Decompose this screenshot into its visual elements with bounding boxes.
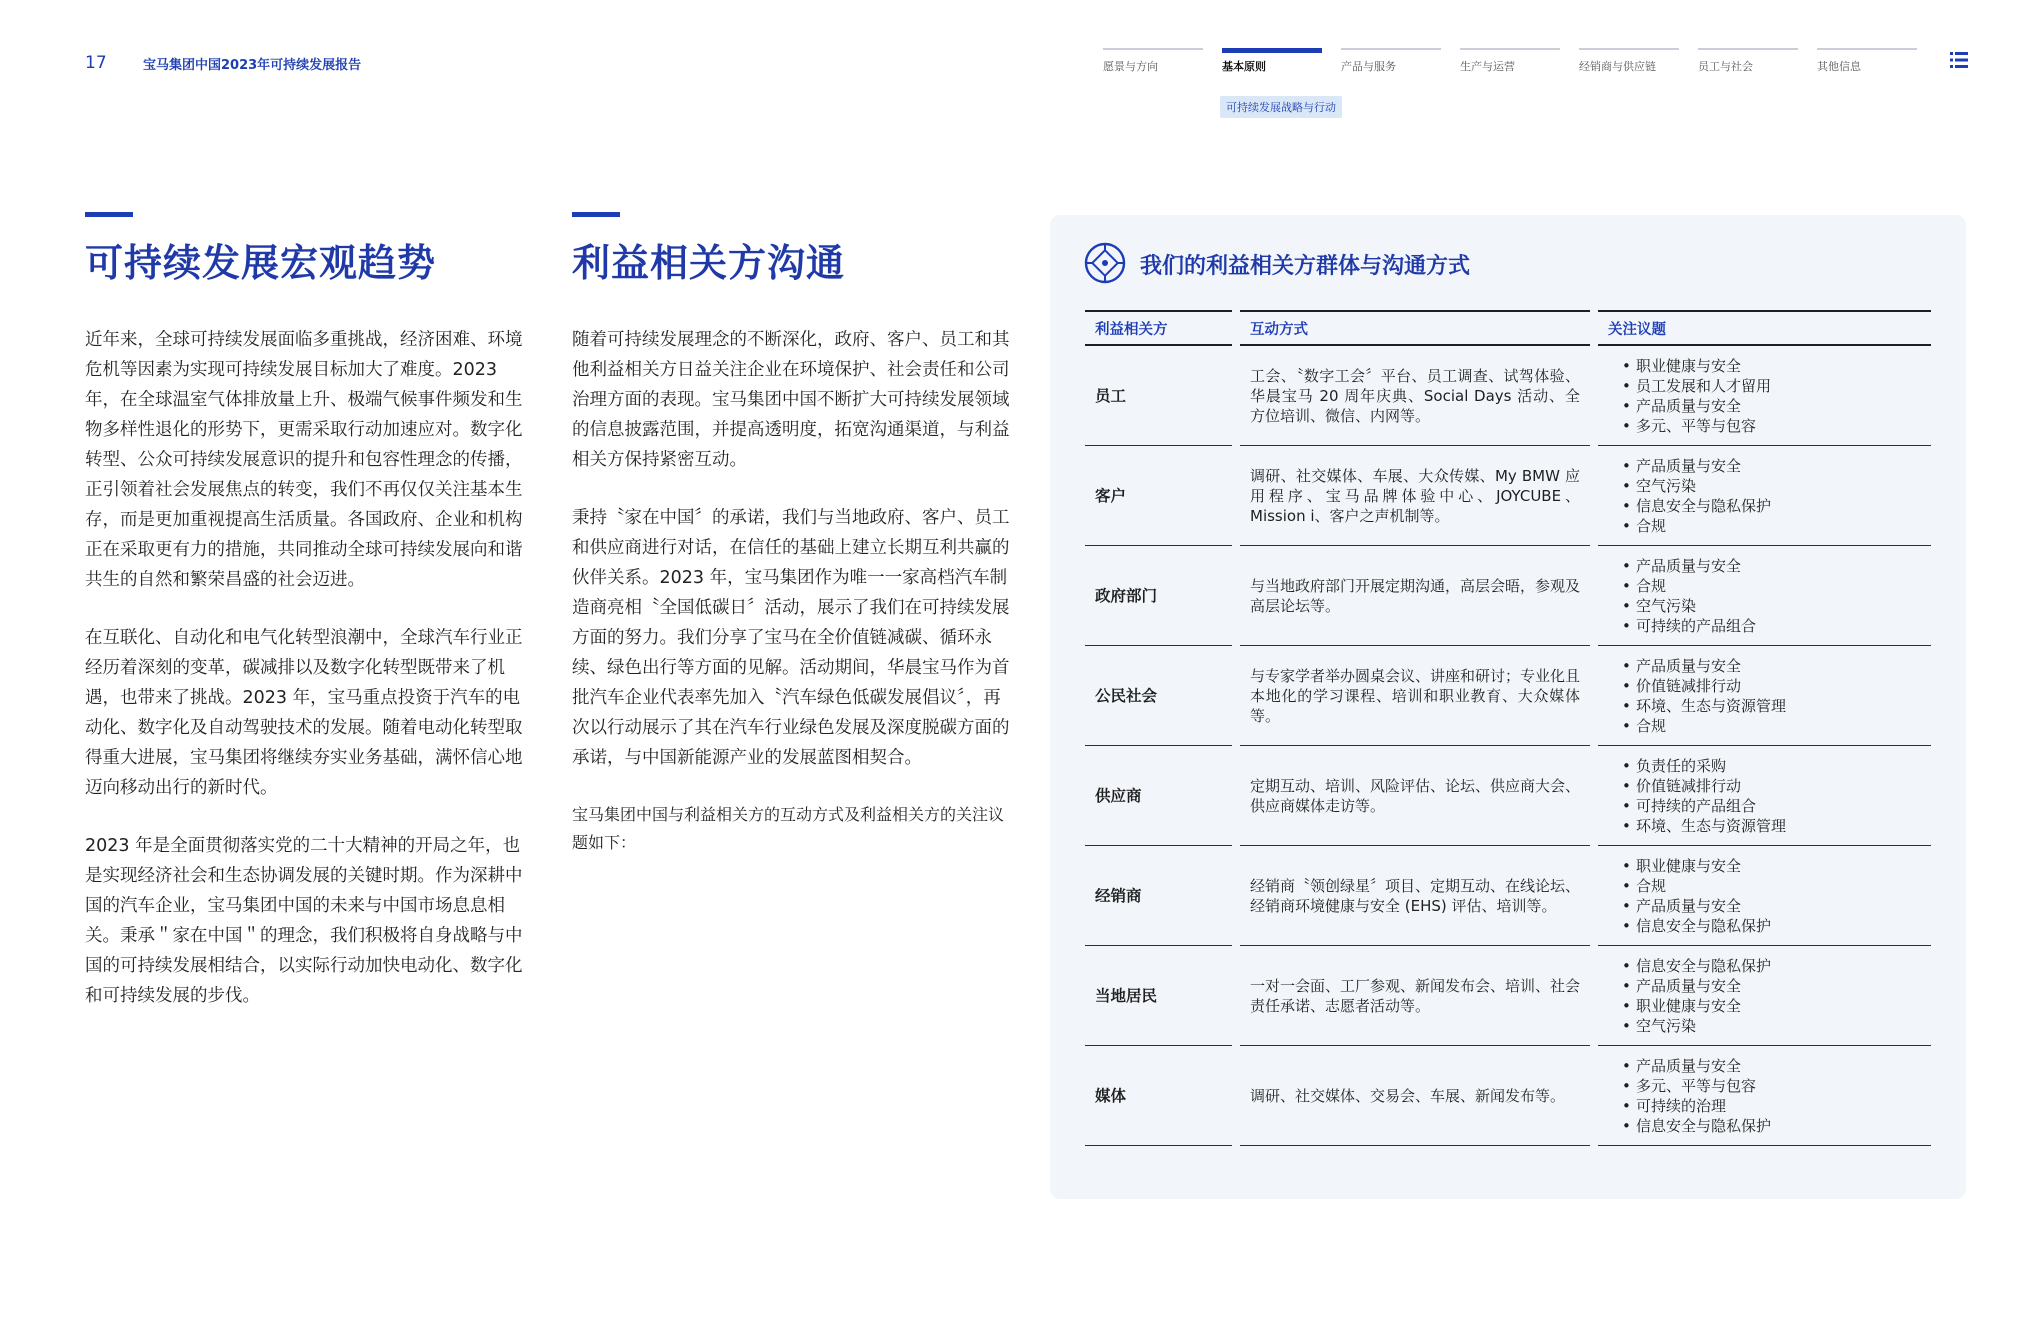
topic-item: • 合规 (1622, 876, 1921, 896)
interaction-methods: 与当地政府部门开展定期沟通，高层会晤，参观及高层论坛等。 (1236, 546, 1594, 646)
topic-item: • 产品质量与安全 (1622, 896, 1921, 916)
topic-item: • 可持续的产品组合 (1622, 796, 1921, 816)
topic-item: • 环境、生态与资源管理 (1622, 816, 1921, 836)
topic-item: • 职业健康与安全 (1622, 856, 1921, 876)
focus-topics (1594, 1046, 1931, 1146)
heading-accent-bar (572, 212, 620, 217)
table-row (1085, 646, 1931, 746)
topic-item: • 价值链减排行动 (1622, 676, 1921, 696)
topic-item: • 产品质量与安全 (1622, 976, 1921, 996)
nav-tab-principles[interactable]: 基本原则 (1222, 48, 1322, 74)
stakeholder-table (1085, 310, 1931, 1146)
heading-accent-bar (85, 212, 133, 217)
paragraph: 近年来，全球可持续发展面临多重挑战，经济困难、环境危机等因素为实现可持续发展目标加大了难度。2023 年，在全球温室气体排放量上升、极端气候事件频发和生物多样性退化的形势下，更需采取行动加速应对。数字化转型、公众可持续发展意识的提升和包容性理念的传播，正引领着社会发展焦点的转变，我们不再仅仅关注基本生存，而是更加重视提高生活质量。各国政府、企业和机构正在采取更有力的措施，共同推动全球可持续发展向和谐共生的自然和繁荣昌盛的社会迈进。 (85, 330, 523, 590)
focus-topics (1594, 345, 1931, 446)
table-header-row (1085, 311, 1931, 345)
macro-trends-body (85, 325, 525, 1039)
compass-crosshair-icon (1082, 240, 1128, 286)
page-number: 17 (85, 53, 107, 73)
topic-item: • 合规 (1622, 716, 1921, 736)
topic-item: • 空气污染 (1622, 476, 1921, 496)
table-row (1085, 846, 1931, 946)
stakeholder-communication-body (572, 325, 1012, 885)
table-row (1085, 1046, 1931, 1146)
focus-topics (1594, 746, 1931, 846)
paragraph: 秉持〝家在中国〞的承诺，我们与当地政府、客户、员工和供应商进行对话，在信任的基础上建立长期互利共赢的伙伴关系。2023 年，宝马集团作为唯一一家高档汽车制造商亮相〝全国低碳日〞活动，展示了我们在可持续发展方面的努力。我们分享了宝马在全价值链减碳、循环永续、绿色出行等方面的见解。活动期间，华晨宝马作为首批汽车企业代表率先加入〝汽车绿色低碳发展倡议〞，再次以行动展示了其在汽车行业绿色发展及深度脱碳方面的承诺，与中国新能源产业的发展蓝图相契合。 (572, 508, 1010, 768)
topic-item: • 负责任的采购 (1622, 756, 1921, 776)
interaction-methods: 工会、〝数字工会〞平台、员工调查、试驾体验、华晨宝马 20 周年庆典、Social Days 活动、全方位培训、微信、内网等。 (1236, 345, 1594, 446)
topic-item: • 合规 (1622, 516, 1921, 536)
topic-item: • 产品质量与安全 (1622, 1056, 1921, 1076)
panel-title: 我们的利益相关方群体与沟通方式 (1140, 254, 1471, 279)
stakeholder-group: 当地居民 (1085, 946, 1236, 1046)
stakeholder-group: 经销商 (1085, 846, 1236, 946)
nav-tab-employees[interactable]: 员工与社会 (1698, 48, 1798, 74)
column-header: 利益相关方 (1085, 311, 1236, 345)
nav-tab-other[interactable]: 其他信息 (1817, 48, 1917, 74)
topic-item: • 合规 (1622, 576, 1921, 596)
nav-tab-products[interactable]: 产品与服务 (1341, 48, 1441, 74)
interaction-methods: 一对一会面、工厂参观、新闻发布会、培训、社会责任承诺、志愿者活动等。 (1236, 946, 1594, 1046)
stakeholder-communication-heading: 利益相关方沟通 (572, 241, 846, 285)
table-row (1085, 746, 1931, 846)
topic-item: • 职业健康与安全 (1622, 996, 1921, 1016)
table-row (1085, 546, 1931, 646)
stakeholder-group: 供应商 (1085, 746, 1236, 846)
focus-topics (1594, 446, 1931, 546)
stakeholder-group: 媒体 (1085, 1046, 1236, 1146)
topic-item: • 信息安全与隐私保护 (1622, 956, 1921, 976)
report-title: 宝马集团中国2023年可持续发展报告 (143, 58, 362, 73)
topic-item: • 产品质量与安全 (1622, 396, 1921, 416)
topic-item: • 信息安全与隐私保护 (1622, 916, 1921, 936)
nav-tab-production[interactable]: 生产与运营 (1460, 48, 1560, 74)
stakeholder-group: 客户 (1085, 446, 1236, 546)
stakeholder-group: 公民社会 (1085, 646, 1236, 746)
list-menu-icon[interactable] (1950, 52, 1968, 68)
focus-topics (1594, 846, 1931, 946)
topic-item: • 环境、生态与资源管理 (1622, 696, 1921, 716)
nav-tab-dealers[interactable]: 经销商与供应链 (1579, 48, 1679, 74)
paragraph: 在互联化、自动化和电气化转型浪潮中，全球汽车行业正经历着深刻的变革，碳减排以及数字化转型既带来了机遇，也带来了挑战。2023 年，宝马重点投资于汽车的电动化、数字化及自动驾驶技术的发展。随着电动化转型取得重大进展，宝马集团将继续夯实业务基础，满怀信心地迈向移动出行的新时代。 (85, 628, 523, 798)
topic-item: • 多元、平等与包容 (1622, 1076, 1921, 1096)
table-row (1085, 946, 1931, 1046)
interaction-methods: 经销商〝领创绿星〞项目、定期互动、在线论坛、经销商环境健康与安全 (EHS) 评估、培训等。 (1236, 846, 1594, 946)
topic-item: • 空气污染 (1622, 1016, 1921, 1036)
topic-item: • 空气污染 (1622, 596, 1921, 616)
topic-item: • 职业健康与安全 (1622, 356, 1921, 376)
topic-item: • 产品质量与安全 (1622, 556, 1921, 576)
interaction-methods: 定期互动、培训、风险评估、论坛、供应商大会、供应商媒体走访等。 (1236, 746, 1594, 846)
stakeholder-group: 员工 (1085, 345, 1236, 446)
topic-item: • 多元、平等与包容 (1622, 416, 1921, 436)
topic-item: • 可持续的治理 (1622, 1096, 1921, 1116)
topic-item: • 产品质量与安全 (1622, 456, 1921, 476)
topic-item: • 信息安全与隐私保护 (1622, 1116, 1921, 1136)
topic-item: • 信息安全与隐私保护 (1622, 496, 1921, 516)
stakeholder-group: 政府部门 (1085, 546, 1236, 646)
section-sub-tag[interactable]: 可持续发展战略与行动 (1220, 96, 1342, 118)
paragraph: 2023 年是全面贯彻落实党的二十大精神的开局之年，也是实现经济社会和生态协调发展的关键时期。作为深耕中国的汽车企业，宝马集团中国的未来与中国市场息息相关。秉承＂家在中国＂的理念，我们积极将自身战略与中国的可持续发展相结合，以实际行动加快电动化、数字化和可持续发展的步伐。 (85, 836, 523, 1006)
topic-item: • 价值链减排行动 (1622, 776, 1921, 796)
nav-tab-vision[interactable]: 愿景与方向 (1103, 48, 1203, 74)
interaction-methods: 与专家学者举办圆桌会议、讲座和研讨；专业化且本地化的学习课程、培训和职业教育、大众媒体等。 (1236, 646, 1594, 746)
topic-item: • 可持续的产品组合 (1622, 616, 1921, 636)
paragraph: 宝马集团中国与利益相关方的互动方式及利益相关方的关注议题如下： (572, 805, 1005, 852)
macro-trends-heading: 可持续发展宏观趋势 (85, 241, 437, 285)
topic-item: • 产品质量与安全 (1622, 656, 1921, 676)
focus-topics (1594, 546, 1931, 646)
focus-topics (1594, 946, 1931, 1046)
column-header: 关注议题 (1594, 311, 1931, 345)
paragraph: 随着可持续发展理念的不断深化，政府、客户、员工和其他利益相关方日益关注企业在环境保护、社会责任和公司治理方面的表现。宝马集团中国不断扩大可持续发展领域的信息披露范围，并提高透明度，拓宽沟通渠道，与利益相关方保持紧密互动。 (572, 330, 1010, 470)
topic-item: • 员工发展和人才留用 (1622, 376, 1921, 396)
interaction-methods: 调研、社交媒体、交易会、车展、新闻发布等。 (1236, 1046, 1594, 1146)
table-row (1085, 446, 1931, 546)
focus-topics (1594, 646, 1931, 746)
table-row (1085, 345, 1931, 446)
column-header: 互动方式 (1236, 311, 1594, 345)
interaction-methods: 调研、社交媒体、车展、大众传媒、My BMW 应用程序、宝马品牌体验中心、JOYCUBE、Mission i、客户之声机制等。 (1236, 446, 1594, 546)
